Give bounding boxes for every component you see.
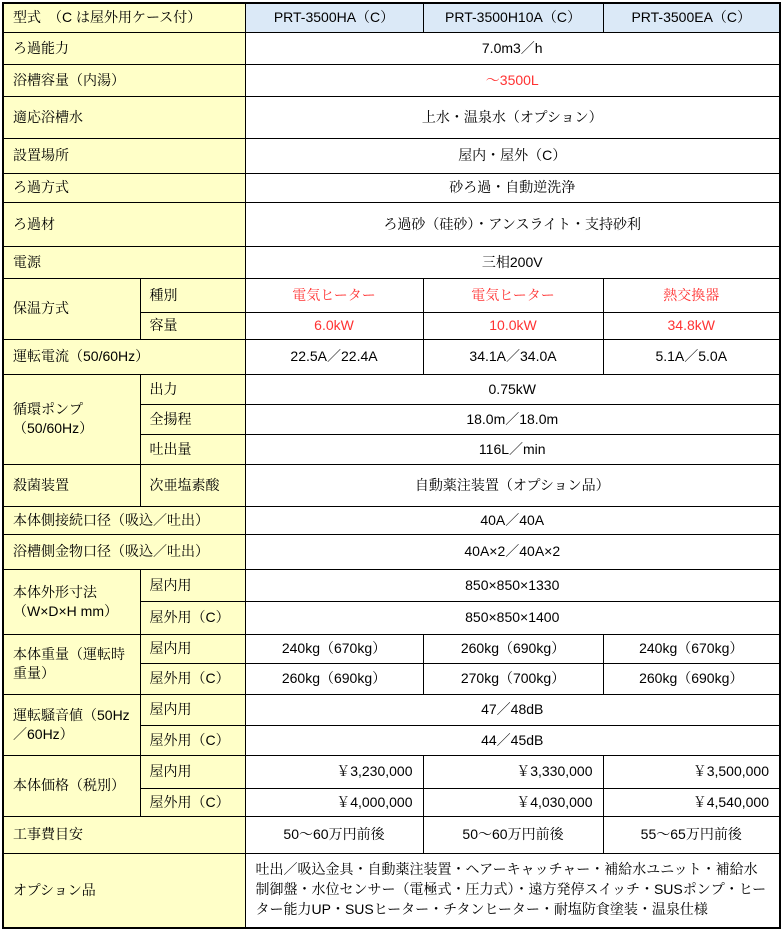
price-outdoor-value-3: ￥4,540,000 [603,788,780,816]
installation-site-value: 屋内・屋外（C） [245,138,780,173]
row-dimensions-indoor [3,569,780,601]
model-header-label: 型式 （C は屋外用ケース付） [3,3,245,32]
heating-label: 保温方式 [3,278,140,339]
noise-outdoor-value: 44／45dB [245,725,780,755]
row-noise-indoor [3,694,780,725]
pump-output-value: 0.75kW [245,374,780,404]
row-options [3,853,780,928]
price-label: 本体価格（税別） [3,755,140,816]
weight-outdoor-value-2: 270kg（700kg） [423,663,603,694]
row-sterilizer [3,464,780,506]
circulation-pump-label: 循環ポンプ（50/60Hz） [3,374,140,464]
pump-discharge-value: 116L／min [245,434,780,464]
construction-cost-value-2: 50～60万円前後 [423,816,603,853]
price-outdoor-label: 屋外用（C） [140,788,245,816]
options-label: オプション品 [3,853,245,928]
dimensions-indoor-value: 850×850×1330 [245,569,780,601]
noise-indoor-value: 47／48dB [245,694,780,725]
filtration-capacity-value: 7.0m3／h [245,32,780,64]
weight-indoor-value-2: 260kg（690kg） [423,634,603,663]
operating-current-value-1: 22.5A／22.4A [245,339,423,374]
weight-outdoor-value-3: 260kg（690kg） [603,663,780,694]
dimensions-label: 本体外形寸法（W×D×H mm） [3,569,140,634]
row-applicable-water [3,96,780,138]
row-tub-capacity [3,64,780,96]
sterilizer-label: 殺菌装置 [3,464,140,506]
filtration-method-label: ろ過方式 [3,173,245,202]
noise-outdoor-label: 屋外用（C） [140,725,245,755]
options-value: 吐出／吸込金具・自動薬注装置・ヘアーキャッチャー・補給水ユニット・補給水制御盤・水位センサー（電極式・圧力式）・遠方発停スイッチ・SUSポンプ・ヒーター能力UP・SUSヒーター・チタンヒーター・耐塩防食塗装・温泉仕様 [245,853,780,928]
price-outdoor-value-1: ￥4,000,000 [245,788,423,816]
installation-site-label: 設置場所 [3,138,245,173]
heating-capacity-value-1: 6.0kW [245,312,423,339]
model-name-3: PRT-3500EA（C） [603,3,780,32]
noise-indoor-label: 屋内用 [140,694,245,725]
dimensions-outdoor-value: 850×850×1400 [245,601,780,634]
filter-media-label: ろ過材 [3,202,245,246]
tub-fitting-value: 40A×2／40A×2 [245,534,780,569]
tub-fitting-label: 浴槽側金物口径（吸込／吐出） [3,534,245,569]
heating-capacity-value-3: 34.8kW [603,312,780,339]
dimensions-indoor-label: 屋内用 [140,569,245,601]
weight-outdoor-label: 屋外用（C） [140,663,245,694]
row-filter-media [3,202,780,246]
pump-discharge-label: 吐出量 [140,434,245,464]
row-power-supply [3,246,780,278]
pump-head-label: 全揚程 [140,404,245,434]
weight-outdoor-value-1: 260kg（690kg） [245,663,423,694]
power-supply-label: 電源 [3,246,245,278]
pump-head-value: 18.0m／18.0m [245,404,780,434]
row-body-connection [3,506,780,534]
price-indoor-value-2: ￥3,330,000 [423,755,603,788]
heating-type-value-2: 電気ヒーター [423,278,603,312]
row-filtration-capacity [3,32,780,64]
row-operating-current [3,339,780,374]
power-supply-value: 三相200V [245,246,780,278]
operating-current-label: 運転電流（50/60Hz） [3,339,245,374]
row-heating-type [3,278,780,312]
row-price-indoor [3,755,780,788]
row-installation-site [3,138,780,173]
heating-type-value-1: 電気ヒーター [245,278,423,312]
price-outdoor-value-2: ￥4,030,000 [423,788,603,816]
row-construction-cost [3,816,780,853]
heating-type-value-3: 熱交換器 [603,278,780,312]
price-indoor-value-3: ￥3,500,000 [603,755,780,788]
heating-type-label: 種別 [140,278,245,312]
noise-label: 運転騒音値（50Hz／60Hz） [3,694,140,755]
row-filtration-method [3,173,780,202]
model-name-2: PRT-3500H10A（C） [423,3,603,32]
filtration-capacity-label: ろ過能力 [3,32,245,64]
model-name-1: PRT-3500HA（C） [245,3,423,32]
weight-indoor-value-1: 240kg（670kg） [245,634,423,663]
pump-output-label: 出力 [140,374,245,404]
row-tub-fitting [3,534,780,569]
spec-table [2,2,781,929]
row-weight-indoor [3,634,780,663]
tub-capacity-value: ～3500L [245,64,780,96]
body-connection-label: 本体側接続口径（吸込／吐出） [3,506,245,534]
price-indoor-value-1: ￥3,230,000 [245,755,423,788]
applicable-water-label: 適応浴槽水 [3,96,245,138]
weight-indoor-value-3: 240kg（670kg） [603,634,780,663]
tub-capacity-label: 浴槽容量（内湯） [3,64,245,96]
row-pump-output [3,374,780,404]
operating-current-value-2: 34.1A／34.0A [423,339,603,374]
dimensions-outdoor-label: 屋外用（C） [140,601,245,634]
body-connection-value: 40A／40A [245,506,780,534]
applicable-water-value: 上水・温泉水（オプション） [245,96,780,138]
sterilizer-sub-label: 次亜塩素酸 [140,464,245,506]
filter-media-value: ろ過砂（硅砂）・アンスライト・支持砂利 [245,202,780,246]
price-indoor-label: 屋内用 [140,755,245,788]
heating-capacity-value-2: 10.0kW [423,312,603,339]
sterilizer-value: 自動薬注装置（オプション品） [245,464,780,506]
header-row [3,3,780,32]
weight-label: 本体重量（運転時重量） [3,634,140,694]
heating-capacity-label: 容量 [140,312,245,339]
operating-current-value-3: 5.1A／5.0A [603,339,780,374]
construction-cost-label: 工事費目安 [3,816,245,853]
construction-cost-value-1: 50～60万円前後 [245,816,423,853]
filtration-method-value: 砂ろ過・自動逆洗浄 [245,173,780,202]
weight-indoor-label: 屋内用 [140,634,245,663]
construction-cost-value-3: 55～65万円前後 [603,816,780,853]
